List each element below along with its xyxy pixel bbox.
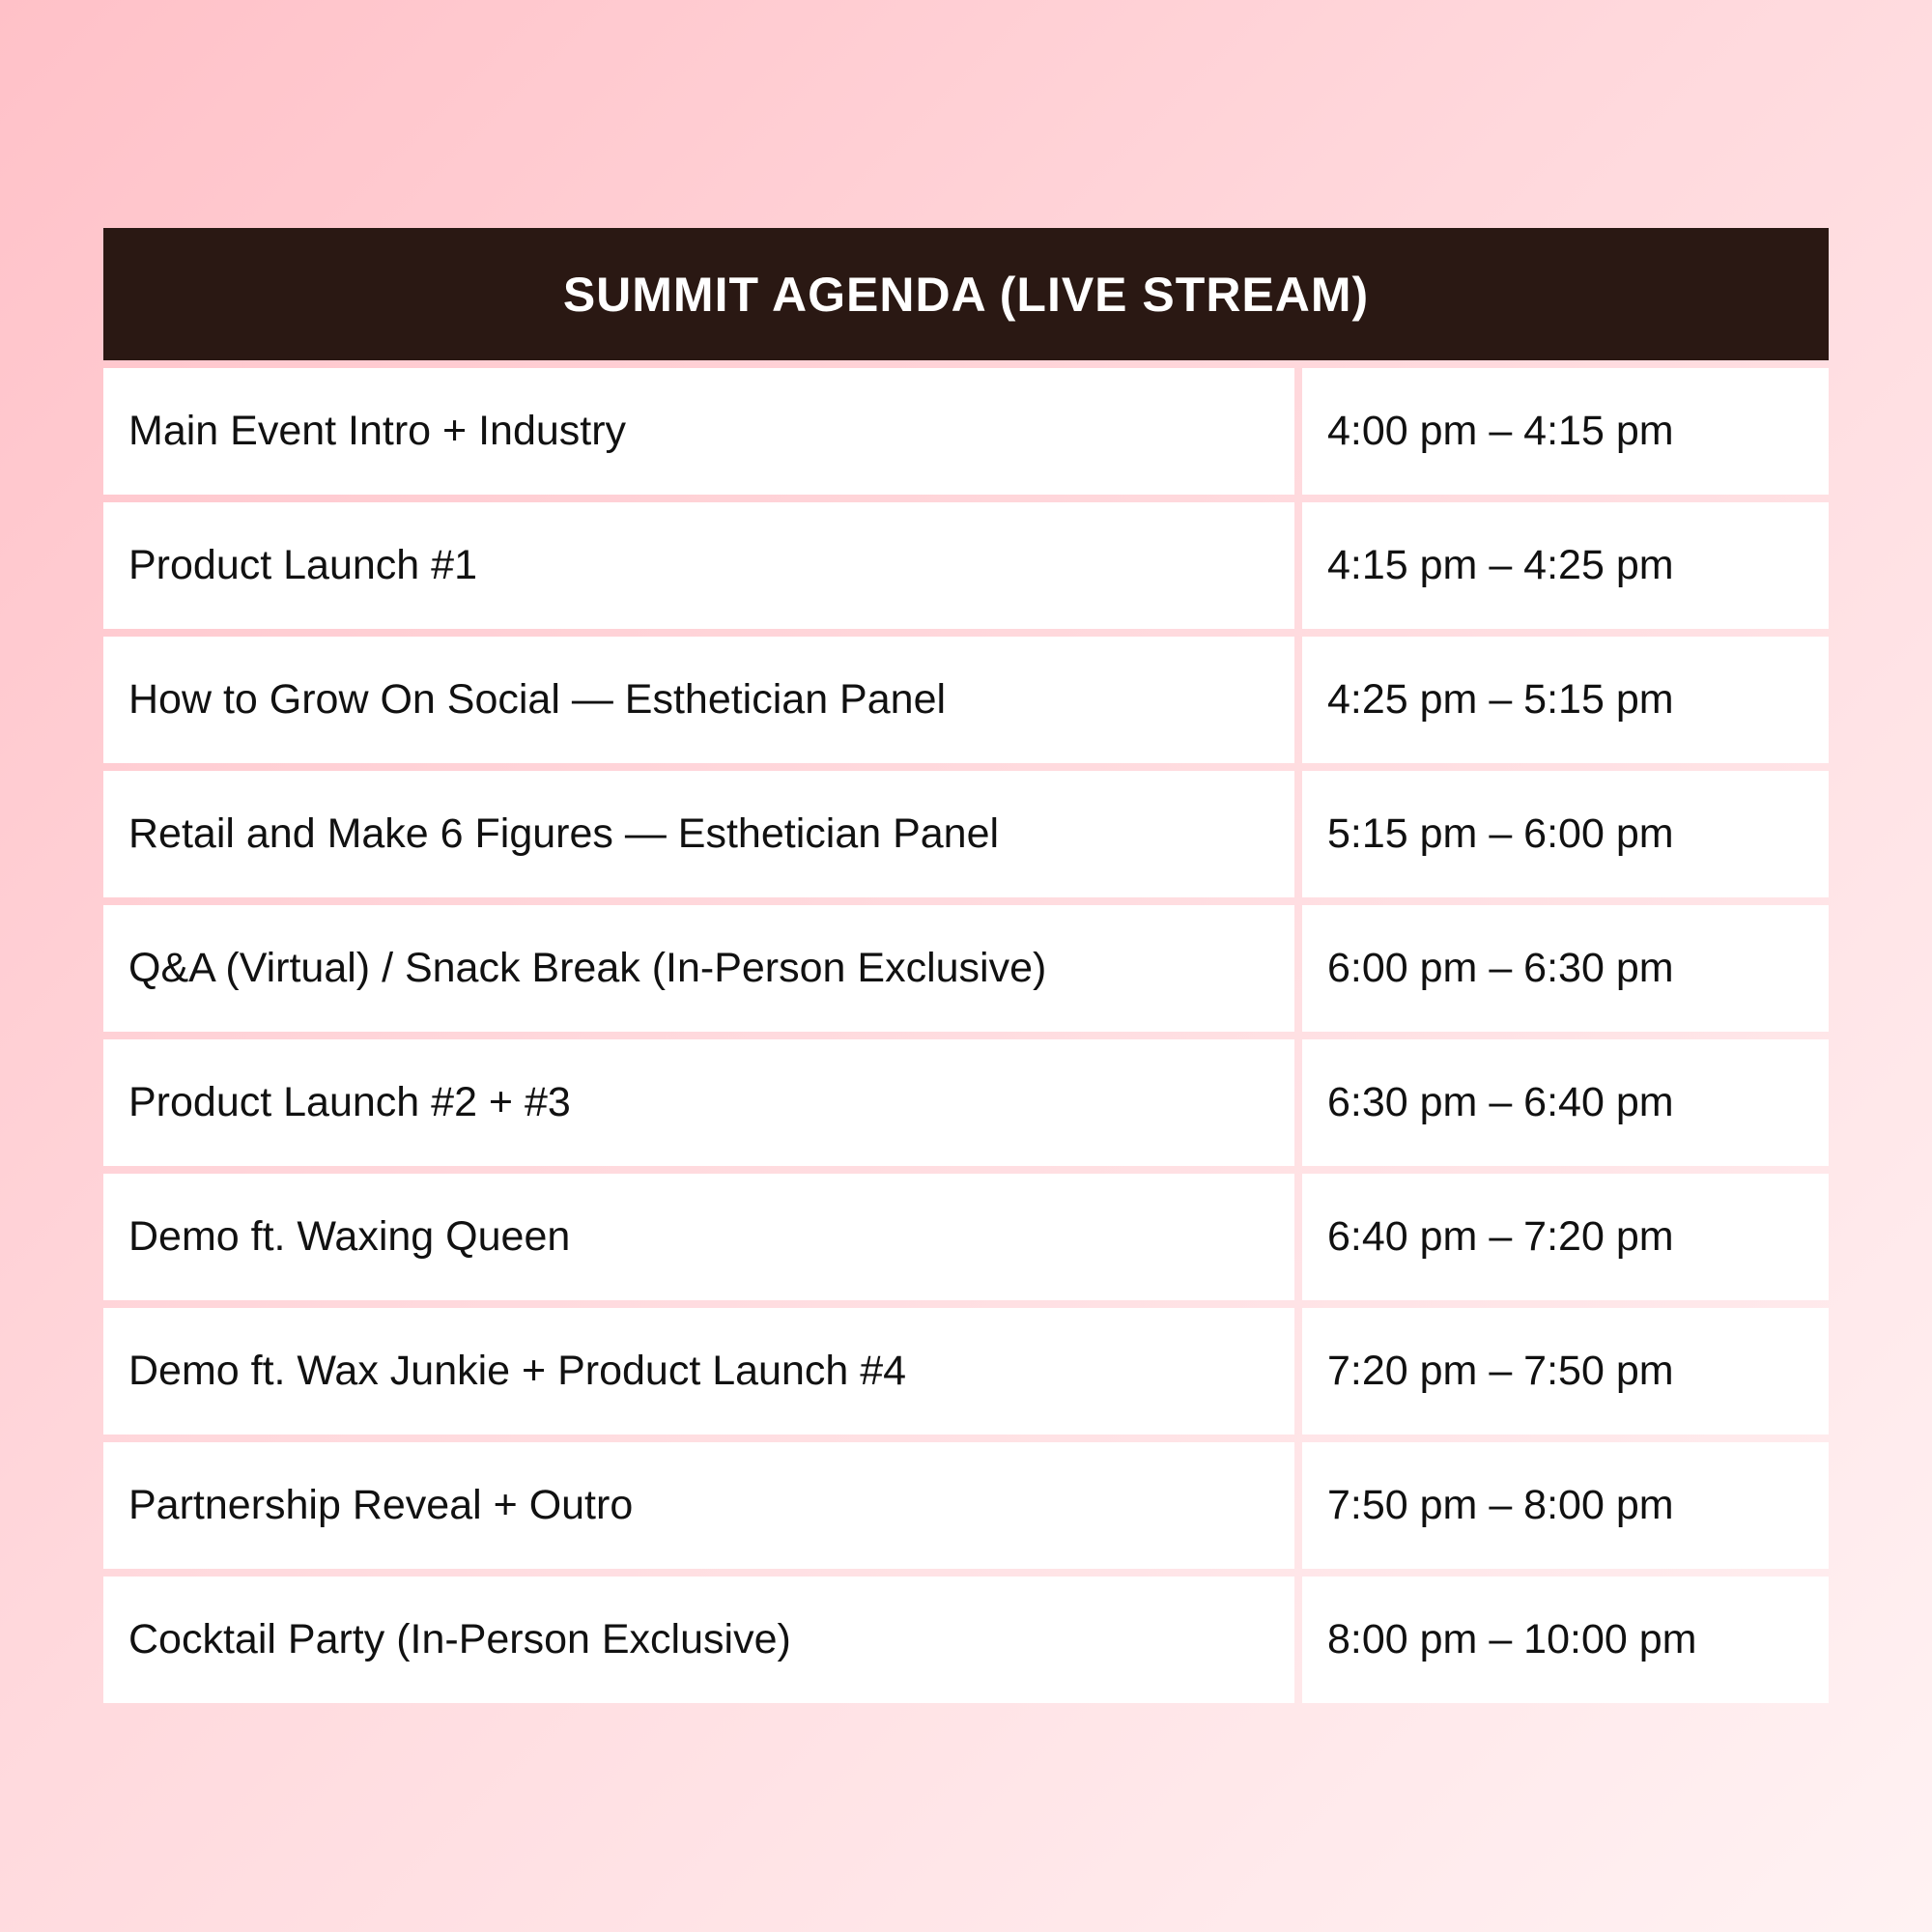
- session-time: 6:00 pm – 6:30 pm: [1302, 905, 1829, 1032]
- session-title: Demo ft. Wax Junkie + Product Launch #4: [103, 1308, 1294, 1435]
- session-time: 7:50 pm – 8:00 pm: [1302, 1442, 1829, 1569]
- agenda-title: SUMMIT AGENDA (LIVE STREAM): [103, 228, 1829, 360]
- agenda-row: [103, 637, 1829, 763]
- agenda-row: [103, 771, 1829, 897]
- session-time: 7:20 pm – 7:50 pm: [1302, 1308, 1829, 1435]
- agenda-row: [103, 502, 1829, 629]
- session-time: 4:25 pm – 5:15 pm: [1302, 637, 1829, 763]
- agenda-rows: [103, 368, 1829, 1703]
- session-time: 4:15 pm – 4:25 pm: [1302, 502, 1829, 629]
- session-title: Product Launch #2 + #3: [103, 1039, 1294, 1166]
- agenda-row: [103, 1442, 1829, 1569]
- session-time: 4:00 pm – 4:15 pm: [1302, 368, 1829, 495]
- session-title: Demo ft. Waxing Queen: [103, 1174, 1294, 1300]
- session-time: 6:40 pm – 7:20 pm: [1302, 1174, 1829, 1300]
- session-time: 6:30 pm – 6:40 pm: [1302, 1039, 1829, 1166]
- session-title: Main Event Intro + Industry: [103, 368, 1294, 495]
- agenda-row: [103, 368, 1829, 495]
- agenda-row: [103, 1577, 1829, 1703]
- session-time: 8:00 pm – 10:00 pm: [1302, 1577, 1829, 1703]
- agenda-table: [103, 228, 1829, 1703]
- session-title: Product Launch #1: [103, 502, 1294, 629]
- session-title: Retail and Make 6 Figures — Esthetician Panel: [103, 771, 1294, 897]
- session-time: 5:15 pm – 6:00 pm: [1302, 771, 1829, 897]
- agenda-row: [103, 1174, 1829, 1300]
- agenda-row: [103, 905, 1829, 1032]
- session-title: Partnership Reveal + Outro: [103, 1442, 1294, 1569]
- agenda-row: [103, 1308, 1829, 1435]
- session-title: Q&A (Virtual) / Snack Break (In-Person Exclusive): [103, 905, 1294, 1032]
- agenda-row: [103, 1039, 1829, 1166]
- session-title: Cocktail Party (In-Person Exclusive): [103, 1577, 1294, 1703]
- session-title: How to Grow On Social — Esthetician Panel: [103, 637, 1294, 763]
